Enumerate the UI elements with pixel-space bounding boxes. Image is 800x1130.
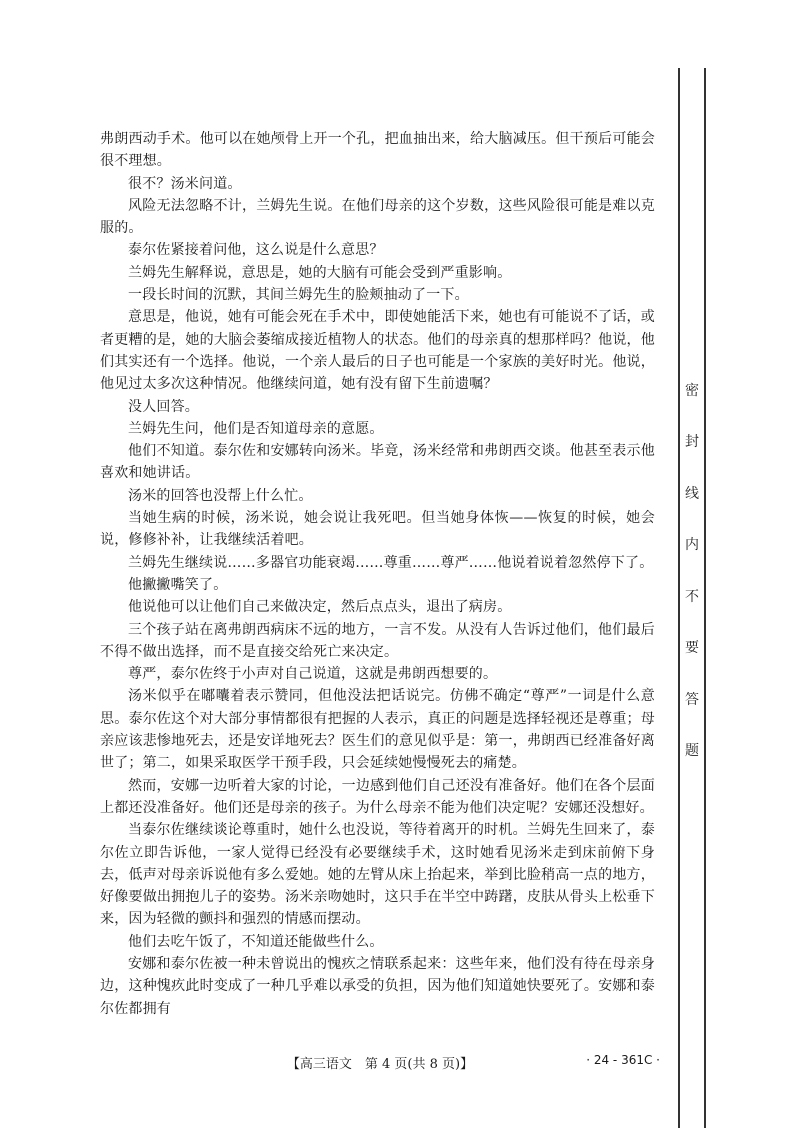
paragraph: 泰尔佐紧接着问他，这么说是什么意思？ [128, 242, 384, 259]
paragraph: 他们不知道。泰尔佐和安娜转向汤米。毕竟，汤米经常和弗朗西交谈。他甚至表示他喜欢和她讲话。 [100, 443, 655, 482]
paragraph: 弗朗西动手术。他可以在她颅骨上开一个孔，把血抽出来，给大脑减压。但干预后可能会很不理想。 [100, 131, 655, 170]
seal-line-notice [680, 380, 704, 760]
paragraph: 兰姆先生继续说……多器官功能衰竭……尊重……尊严……他说着说着忽然停下了。 [128, 554, 654, 571]
page-footer [100, 1053, 660, 1077]
paragraph: 当泰尔佐继续谈论尊重时，她什么也没说，等待着离开的时机。兰姆先生回来了，泰尔佐立即告诉他，一家人觉得已经没有必要继续手术，这时她看见汤米走到床前俯下身去，低声对母亲诉说他有多么爱她。她的左臂从床上抬起来，举到比脸稍高一点的地方，好像要做出拥抱儿子的姿势。汤米亲吻她时，这只手在半空中踌躇，皮肤从骨头上松垂下来，因为轻微的颤抖和强烈的情感而摆动。 [100, 822, 655, 928]
seal-char: 内 [685, 537, 699, 554]
seal-char: 题 [685, 742, 699, 759]
paragraph: 很不？汤米问道。 [128, 175, 242, 192]
paragraph: 兰姆先生解释说，意思是，她的大脑有可能会受到严重影响。 [128, 264, 512, 281]
passage-text [100, 128, 655, 1020]
seal-char: 要 [685, 640, 699, 657]
paragraph: 他撇撇嘴笑了。 [128, 576, 228, 593]
paragraph: 兰姆先生问，他们是否知道母亲的意愿。 [128, 420, 384, 437]
paragraph: 然而，安娜一边听着大家的讨论，一边感到他们自己还没有准备好。他们在各个层面上都还没准备好。他们还是母亲的孩子。为什么母亲不能为他们决定呢？安娜还没想好。 [100, 777, 655, 816]
paragraph: 他说他可以让他们自己来做决定，然后点点头，退出了病房。 [128, 599, 512, 616]
seal-char: 封 [685, 434, 699, 451]
seal-char: 答 [685, 691, 699, 708]
footer-page-info: 【高三语文 第 4 页(共 8 页)】 [286, 1057, 474, 1072]
paragraph: 当她生病的时候，汤米说，她会说让我死吧。但当她身体恢——恢复的时候，她会说，修修补补，让我继续活着吧。 [100, 510, 655, 549]
paragraph: 意思是，他说，她有可能会死在手术中，即使她能活下来，她也有可能说不了话，或者更糟的是，她的大脑会萎缩成接近植物人的状态。他们的母亲真的想那样吗？他说，他们其实还有一个选择。他说，一个亲人最后的日子也可能是一个家族的美好时光。他说，他见过太多次这种情况。他继续问道，她有没有留下生前遗嘱？ [100, 309, 655, 393]
paragraph: 风险无法忽略不计，兰姆先生说。在他们母亲的这个岁数，这些风险很可能是难以克服的。 [100, 197, 655, 237]
paragraph: 没人回答。 [128, 398, 199, 415]
paragraph: 三个孩子站在离弗朗西病床不远的地方，一言不发。从没有人告诉过他们，他们最后不得不做出选择，而不是直接交给死亡来决定。 [100, 621, 655, 660]
seal-char: 不 [685, 588, 699, 605]
paragraph: 一段长时间的沉默，其间兰姆先生的脸颊抽动了一下。 [128, 287, 469, 304]
paragraph: 尊严，泰尔佐终于小声对自己说道，这就是弗朗西想要的。 [128, 666, 498, 683]
paragraph: 他们去吃午饭了，不知道还能做些什么。 [128, 933, 384, 950]
paragraph: 汤米的回答也没帮上什么忙。 [128, 487, 313, 504]
paragraph: 汤米似乎在嘟囔着表示赞同，但他没法把话说完。仿佛不确定“尊严”一词是什么意思。泰尔佐这个对大部分事情都很有把握的人表示，真正的问题是选择轻视还是尊重；母亲应该悲惨地死去，还是安详地死去？医生们的意见似乎是：第一，弗朗西已经准备好离世了；第二，如果采取医学干预手段，只会延续她慢慢死去的痛楚。 [100, 688, 655, 772]
footer-paper-code: · 24 - 361C · [586, 1053, 660, 1067]
seal-char: 密 [685, 383, 699, 399]
paragraph: 安娜和泰尔佐被一种未曾说出的愧疚之情联系起来：这些年来，他们没有待在母亲身边，这种愧疚此时变成了一种几乎难以承受的负担，因为他们知道她快要死了。安娜和泰尔佐都拥有 [100, 955, 655, 1017]
binding-line-right [704, 68, 706, 1128]
seal-char: 线 [685, 485, 699, 502]
